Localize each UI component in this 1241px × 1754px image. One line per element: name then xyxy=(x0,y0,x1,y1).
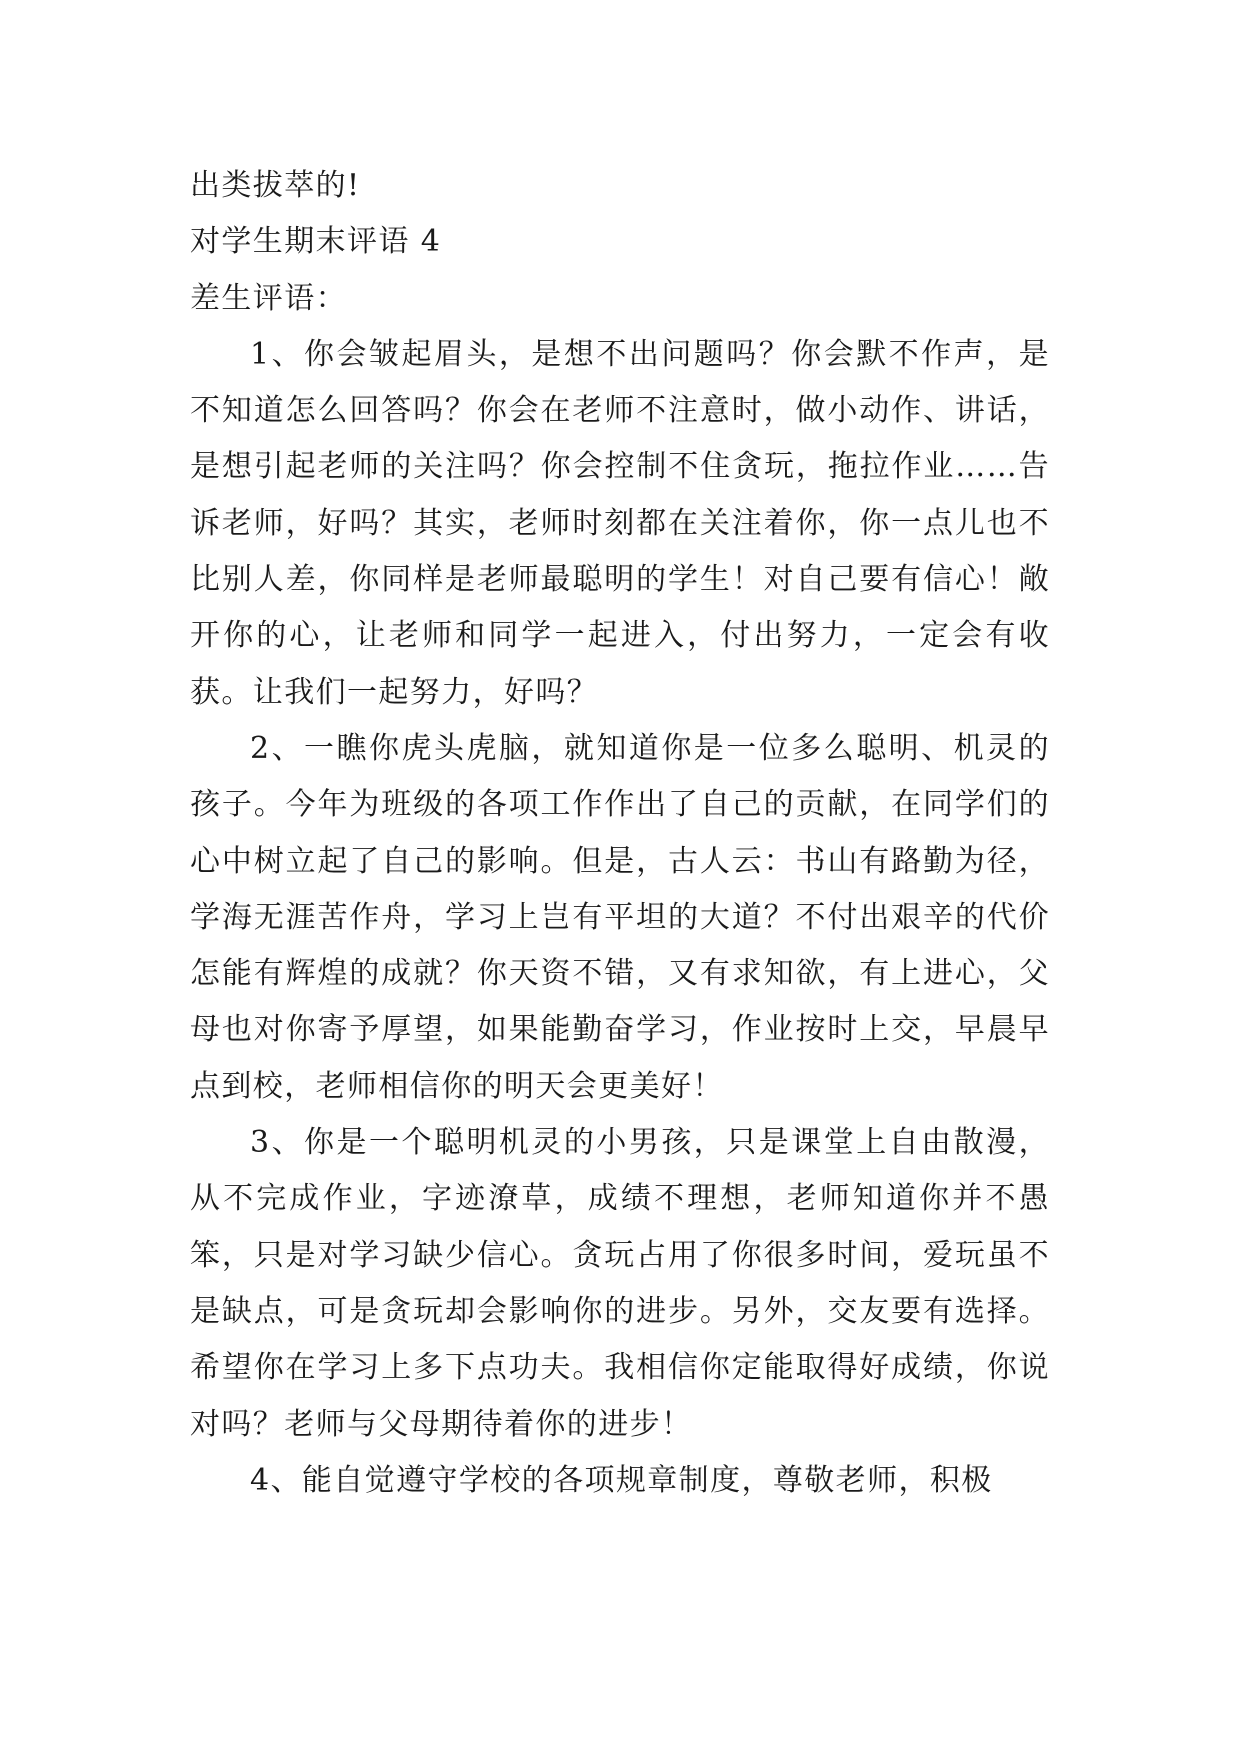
comment-paragraph-3: 3、你是一个聪明机灵的小男孩，只是课堂上自由散漫，从不完成作业，字迹潦草，成绩不理想，老师知道你并不愚笨，只是对学习缺少信心。贪玩占用了你很多时间，爱玩虽不是缺点，可是贪玩却会影响你的进步。另外，交友要有选择。希望你在学习上多下点功夫。我相信你定能取得好成绩，你说对吗？老师与父母期待着你的进步！ xyxy=(190,1125,1050,1442)
comment-paragraph-1: 1、你会皱起眉头，是想不出问题吗？你会默不作声，是不知道怎么回答吗？你会在老师不注意时，做小动作、讲话，是想引起老师的关注吗？你会控制不住贪玩，拖拉作业……告诉老师，好吗？其实，老师时刻都在关注着你，你一点儿也不比别人差，你同样是老师最聪明的学生！对自己要有信心！敞开你的心，让老师和同学一起进入，付出努力，一定会有收获。让我们一起努力，好吗？ xyxy=(190,336,1050,710)
document-body xyxy=(190,158,1050,1509)
comment-paragraph-4: 4、能自觉遵守学校的各项规章制度，尊敬老师，积极 xyxy=(250,1462,993,1498)
section-title: 对学生期末评语 4 xyxy=(190,224,442,260)
comment-paragraph-2: 2、一瞧你虎头虎脑，就知道你是一位多么聪明、机灵的孩子。今年为班级的各项工作作出了自己的贡献，在同学们的心中树立起了自己的影响。但是，古人云：书山有路勤为径，学海无涯苦作舟，学习上岂有平坦的大道？不付出艰辛的代价怎能有辉煌的成就？你天资不错，又有求知欲，有上进心，父母也对你寄予厚望，如果能勤奋学习，作业按时上交，早晨早点到校，老师相信你的明天会更美好！ xyxy=(190,730,1050,1104)
continuation-line: 出类拔萃的! xyxy=(190,168,361,203)
subsection-label: 差生评语： xyxy=(190,280,347,316)
